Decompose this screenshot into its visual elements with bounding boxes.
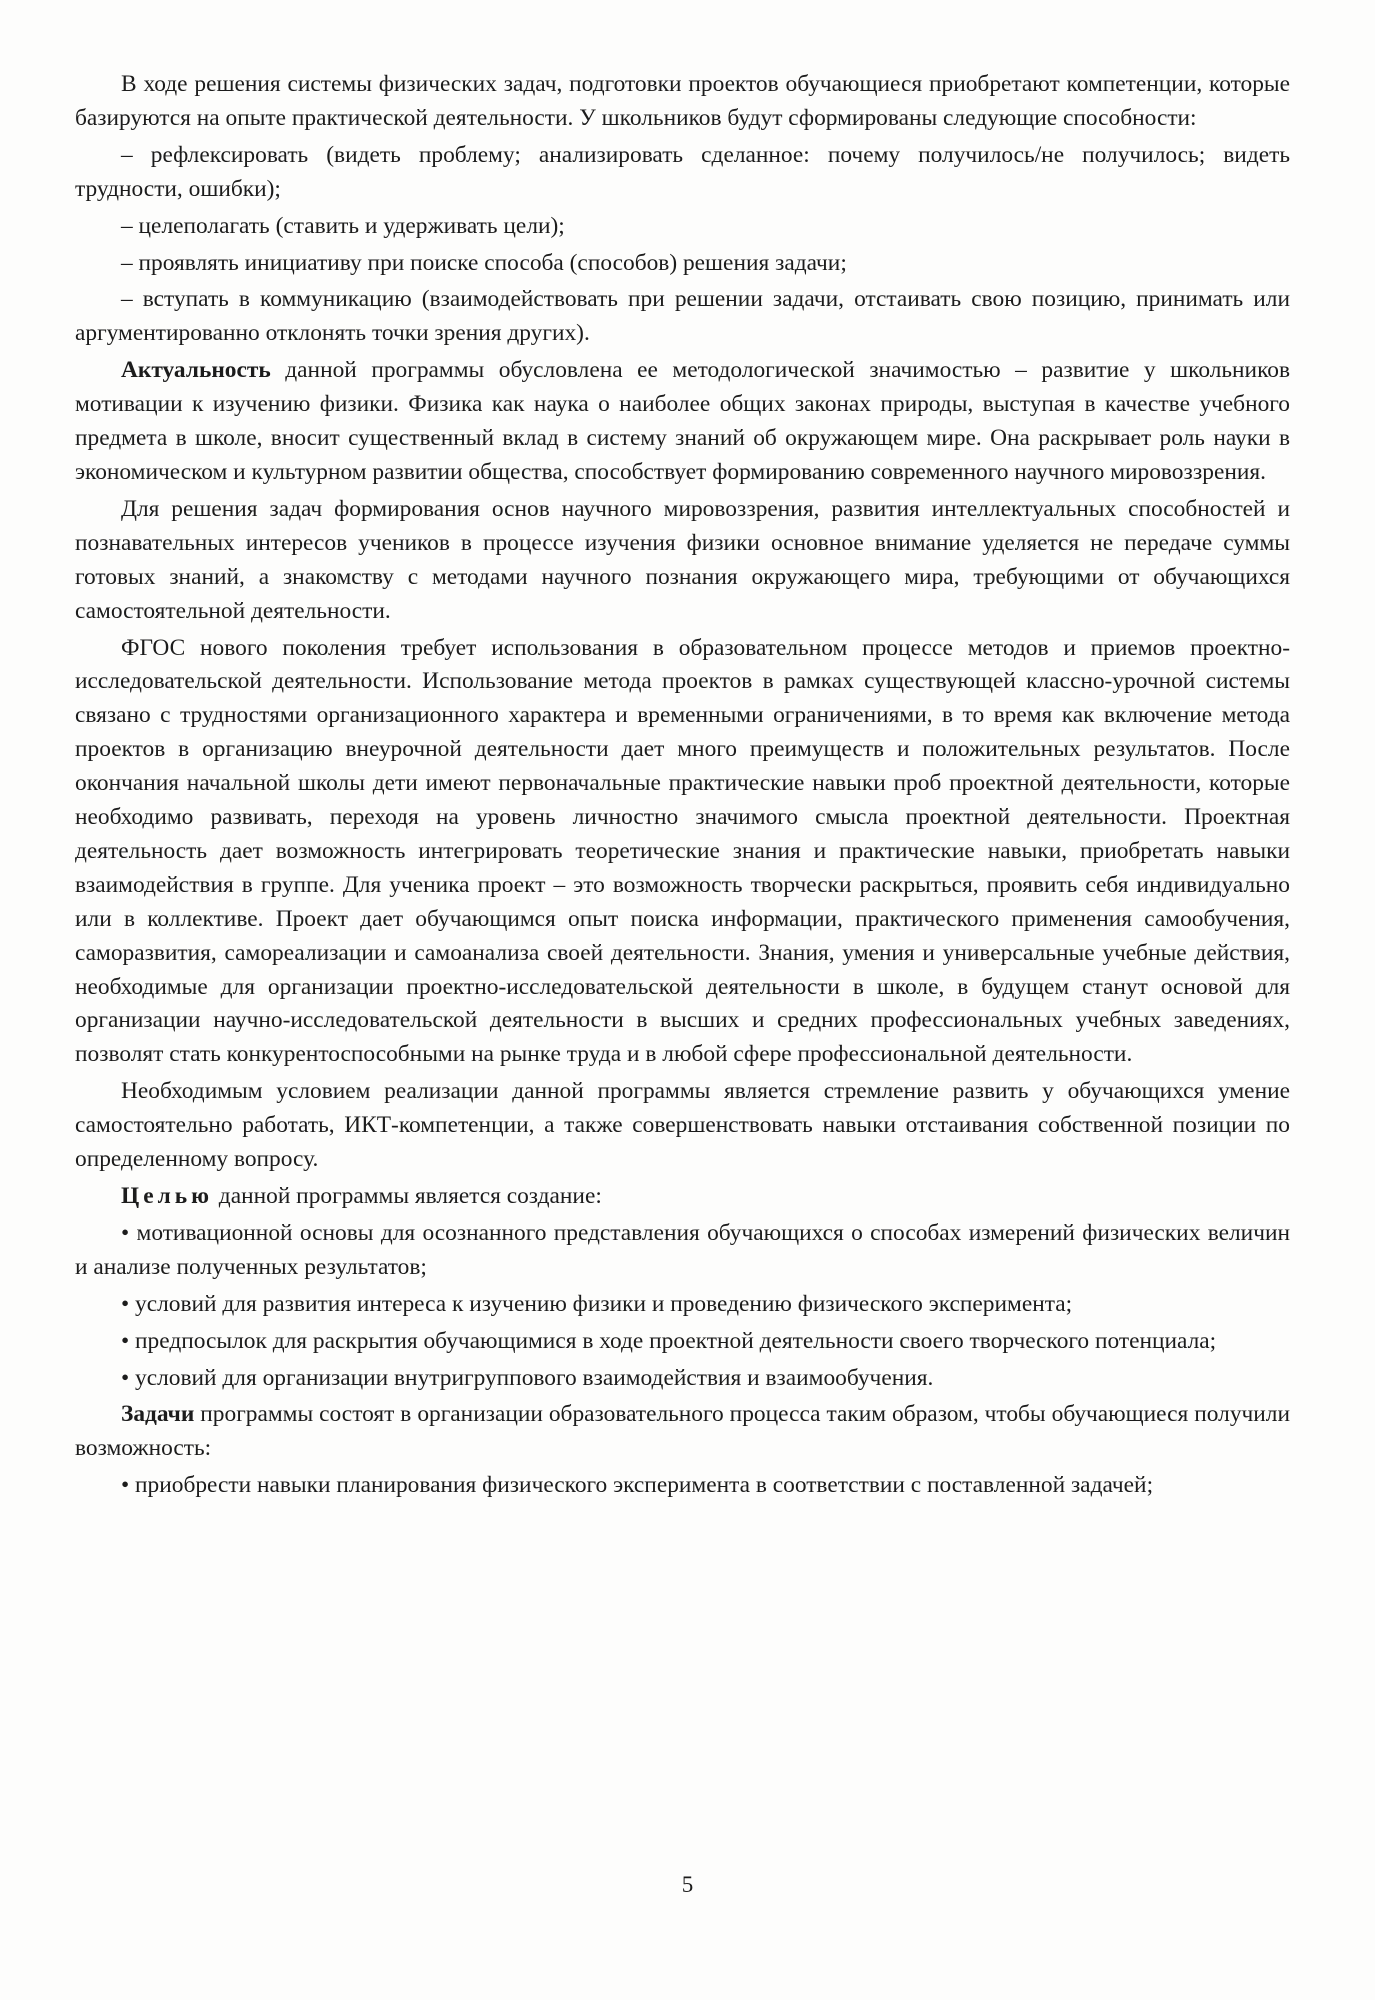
goal-item: • условий для организации внутригруппового взаимодействия и взаимообучения. (121, 1364, 934, 1391)
ability-item: – целеполагать (ставить и удерживать цели); (121, 212, 565, 239)
task-item: • приобрести навыки планирования физического эксперимента в соответствии с поставленной задачей; (121, 1472, 1154, 1499)
ability-item: – проявлять инициативу при поиске способа (способов) решения задачи; (121, 249, 847, 276)
tasks-lead: Задачи (121, 1401, 195, 1428)
relevance-text: данной программы обусловлена ее методологической значимостью – развитие у школьников мотивации к изучению физики. Физика как наука о наиболее общих законах природы, выступая в качестве учебного предмета в школе, вносит существенный вклад в систему знаний об окружающем мире. Она раскрывает роль науки в экономическом и культурном развитии общества, способствует формированию современного научного мировоззрения. (75, 357, 1290, 485)
document-page (75, 68, 1290, 1506)
ability-item: – рефлексировать (видеть проблему; анализировать сделанное: почему получилось/не получилось; видеть трудности, ошибки); (75, 141, 1290, 202)
relevance-lead: Актуальность (121, 357, 271, 384)
goal-paragraph (75, 1180, 1290, 1214)
goal-text: данной программы является создание: (212, 1183, 602, 1209)
tasks-text: программы состоят в организации образовательного процесса таким образом, чтобы обучающиеся получили возможность: (75, 1401, 1290, 1462)
goal-item: • предпосылок для раскрытия обучающимися в ходе проектной деятельности своего творческого потенциала; (121, 1327, 1217, 1354)
intro-paragraph: В ходе решения системы физических задач, подготовки проектов обучающиеся приобретают компетенции, которые базируются на опыте практической деятельности. У школьников будут сформированы следующие способности: (75, 71, 1290, 131)
page-number: 5 (681, 1872, 694, 1897)
fgos-paragraph: ФГОС нового поколения требует использования в образовательном процессе методов и приемов проектно-исследовательской деятельности. Использование метода проектов в рамках существующей классно-урочной системы связано с трудностями организационного характера и временными ограничениями, в то время как включение метода проектов в организацию внеурочной деятельности дает много преимуществ и положительных результатов. После окончания начальной школы дети имеют первоначальные практические навыки проб проектной деятельности, которые необходимо развивать, переходя на уровень личностно значимого смысла проектной деятельности. Проектная деятельность дает возможность интегрировать теоретические знания и практические навыки, приобретать навыки взаимодействия в группе. Для ученика проект – это возможность творчески раскрыться, проявить себя индивидуально или в коллективе. Проект дает обучающимся опыт поиска информации, практического применения самообучения, саморазвития, самореализации и самоанализа своей деятельности. Знания, умения и универсальные учебные действия, необходимые для организации проектно-исследовательской деятельности в школе, в будущем станут основой для организации научно-исследовательской деятельности в высших и средних профессиональных учебных заведениях, позволят стать конкурентоспособными на рынке труда и в любой сфере профессиональной деятельности. (75, 634, 1290, 1068)
worldview-paragraph: Для решения задач формирования основ научного мировоззрения, развития интеллектуальных способностей и познавательных интересов учеников в процессе изучения физики основное внимание уделяется не передаче суммы готовых знаний, а знакомству с методами научного познания окружающего мира, требующими от обучающихся самостоятельной деятельности. (75, 495, 1290, 624)
goal-item: • мотивационной основы для осознанного представления обучающихся о способах измерений физических величин и анализе полученных результатов; (75, 1219, 1290, 1280)
goal-lead: Целью (121, 1183, 213, 1209)
tasks-paragraph (75, 1398, 1290, 1466)
ability-item: – вступать в коммуникацию (взаимодействовать при решении задачи, отстаивать свою позицию, принимать или аргументированно отклонять точки зрения других). (75, 286, 1290, 347)
relevance-paragraph (75, 354, 1290, 490)
condition-paragraph: Необходимым условием реализации данной программы является стремление развить у обучающихся умение самостоятельно работать, ИКТ-компетенции, а также совершенствовать навыки отстаивания собственной позиции по определенному вопросу. (75, 1078, 1290, 1173)
goal-item: • условий для развития интереса к изучению физики и проведению физического эксперимента; (121, 1290, 1073, 1317)
